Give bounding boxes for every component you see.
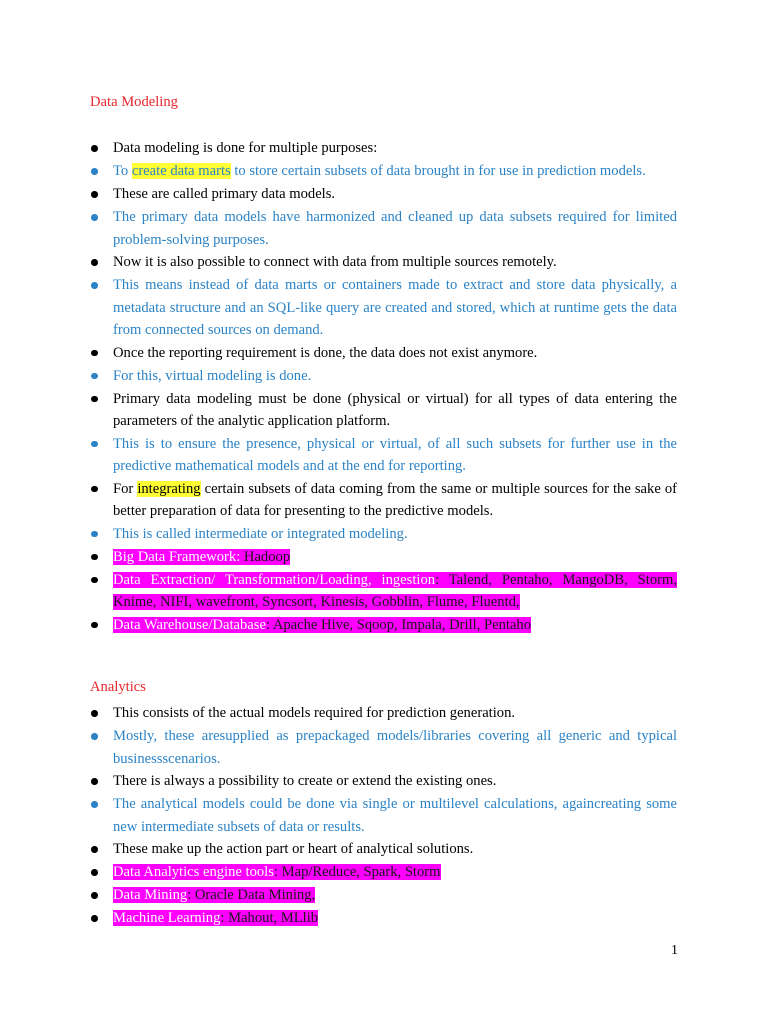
list-item: To create data marts to store certain subsets of data brought in for use in prediction models. <box>113 160 677 183</box>
tool-list: : Talend, Pentaho, MangoDB, Storm, Knime, NIFI, wavefront, Syncsort, Kinesis, Gobblin, Flume, Fluentd, <box>113 571 677 610</box>
data-modeling-list <box>113 137 677 637</box>
page-number: 1 <box>671 943 678 958</box>
list-item-tools <box>113 907 677 930</box>
list-item: These make up the action part or heart of analytical solutions. <box>113 838 677 861</box>
highlighted-text: create data marts <box>131 163 231 179</box>
list-item-tools <box>113 861 677 884</box>
list-item-tools <box>113 884 677 907</box>
list-item: Mostly, these aresupplied as prepackaged models/libraries covering all generic and typical businessscenarios. <box>113 725 677 770</box>
list-item: This means instead of data marts or containers made to extract and store data physically, a metadata structure and an SQL-like query are created and stored, which at runtime gets the data from connected sources on demand. <box>113 274 677 342</box>
list-item: This is to ensure the presence, physical or virtual, of all such subsets for further use in the predictive mathematical models and at the end for reporting. <box>113 433 677 478</box>
list-item-tools <box>113 614 677 637</box>
tool-category-label: Data Analytics engine tools <box>113 864 274 880</box>
analytics-list <box>113 702 677 930</box>
tool-list: : Apache Hive, Sqoop, Impala, Drill, Pentaho <box>265 616 532 633</box>
tool-category-label: Data Extraction/ Transformation/Loading, ingestion <box>113 571 436 588</box>
list-item: The analytical models could be done via single or multilevel calculations, againcreating some new intermediate subsets of data or results. <box>113 793 677 838</box>
tool-category-label: Big Data Framework: <box>113 548 241 565</box>
tool-category-label: Machine Learning <box>113 910 221 926</box>
highlighted-text: integrating <box>137 480 201 497</box>
list-item: There is always a possibility to create or extend the existing ones. <box>113 770 677 793</box>
section-heading-data-modeling: Data Modeling <box>90 94 178 110</box>
list-item: This is called intermediate or integrated modeling. <box>113 523 677 546</box>
list-item: Data modeling is done for multiple purposes: <box>113 137 677 160</box>
list-item-tools <box>113 546 677 569</box>
list-item: This consists of the actual models required for prediction generation. <box>113 702 677 725</box>
list-item: The primary data models have harmonized and cleaned up data subsets required for limited problem-solving purposes. <box>113 206 677 251</box>
list-item: Primary data modeling must be done (physical or virtual) for all types of data entering the parameters of the analytic application platform. <box>113 388 677 433</box>
list-item: For this, virtual modeling is done. <box>113 365 677 388</box>
list-item: Now it is also possible to connect with data from multiple sources remotely. <box>113 251 677 274</box>
tool-list: : Oracle Data Mining, <box>187 887 316 903</box>
tool-list: Hadoop <box>240 548 291 565</box>
section-heading-analytics: Analytics <box>90 679 146 695</box>
list-item: These are called primary data models. <box>113 183 677 206</box>
tool-category-label: Data Mining <box>113 887 188 903</box>
list-item: For integrating certain subsets of data coming from the same or multiple sources for the sake of better preparation of data for presenting to the predictive models. <box>113 478 677 523</box>
list-item: Once the reporting requirement is done, the data does not exist anymore. <box>113 342 677 365</box>
tool-list: : Map/Reduce, Spark, Storm <box>273 864 441 880</box>
list-item-tools <box>113 569 677 614</box>
tool-category-label: Data Warehouse/Database <box>113 616 266 633</box>
tool-list: : Mahout, MLlib <box>220 910 319 926</box>
